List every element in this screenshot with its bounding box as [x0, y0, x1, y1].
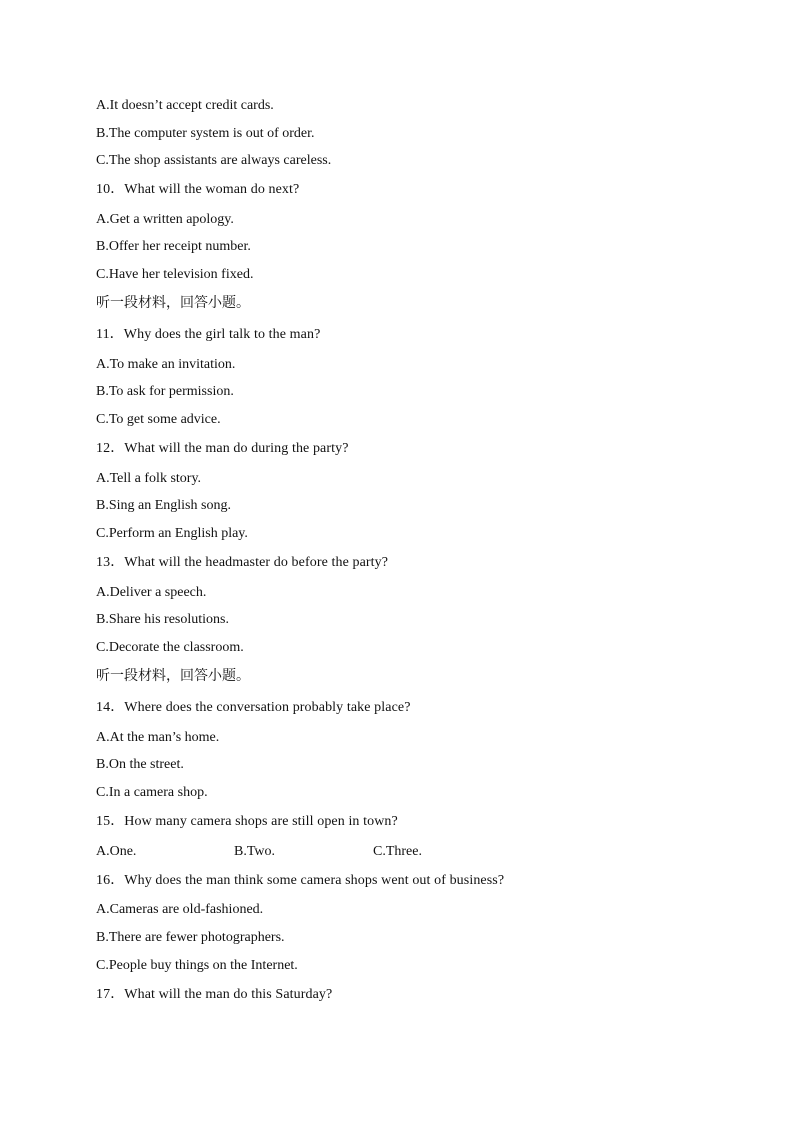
q15-option-a: A.One. — [96, 844, 137, 859]
question-13: 13．What will the headmaster do before the party? — [96, 555, 389, 570]
question-17: 17．What will the man do this Saturday? — [96, 987, 333, 1002]
q16-option-c: C.People buy things on the Internet. — [96, 958, 298, 973]
question-15: 15．How many camera shops are still open in town? — [96, 814, 398, 829]
q12-option-a: A.Tell a folk story. — [96, 471, 202, 486]
question-12: 12．What will the man do during the party? — [96, 441, 349, 456]
q9-option-a: A.It doesn’t accept credit cards. — [96, 98, 274, 113]
q9-option-c: C.The shop assistants are always careless. — [96, 153, 332, 168]
question-11: 11．Why does the girl talk to the man? — [96, 327, 321, 342]
q10-option-c: C.Have her television fixed. — [96, 267, 254, 282]
question-16: 16．Why does the man think some camera shops went out of business? — [96, 873, 505, 888]
question-10: 10．What will the woman do next? — [96, 182, 300, 197]
section-heading-2: 听一段材料，回答小题。 — [96, 668, 250, 684]
q12-option-b: B.Sing an English song. — [96, 498, 231, 513]
q13-option-b: B.Share his resolutions. — [96, 612, 229, 627]
q10-option-b: B.Offer her receipt number. — [96, 239, 251, 254]
section-heading-1: 听一段材料，回答小题。 — [96, 295, 250, 311]
q9-option-b: B.The computer system is out of order. — [96, 126, 315, 141]
question-14: 14．Where does the conversation probably take place? — [96, 700, 411, 715]
q10-option-a: A.Get a written apology. — [96, 212, 234, 227]
q12-option-c: C.Perform an English play. — [96, 526, 248, 541]
q14-option-c: C.In a camera shop. — [96, 785, 208, 800]
q16-option-b: B.There are fewer photographers. — [96, 930, 285, 945]
q13-option-a: A.Deliver a speech. — [96, 585, 207, 600]
q15-option-c: C.Three. — [373, 844, 422, 859]
q14-option-a: A.At the man’s home. — [96, 730, 220, 745]
q11-option-b: B.To ask for permission. — [96, 384, 234, 399]
q16-option-a: A.Cameras are old-fashioned. — [96, 902, 264, 917]
q14-option-b: B.On the street. — [96, 757, 184, 772]
q11-option-c: C.To get some advice. — [96, 412, 221, 427]
q15-options — [96, 843, 696, 861]
q11-option-a: A.To make an invitation. — [96, 357, 236, 372]
q15-option-b: B.Two. — [234, 844, 276, 859]
q13-option-c: C.Decorate the classroom. — [96, 640, 244, 655]
